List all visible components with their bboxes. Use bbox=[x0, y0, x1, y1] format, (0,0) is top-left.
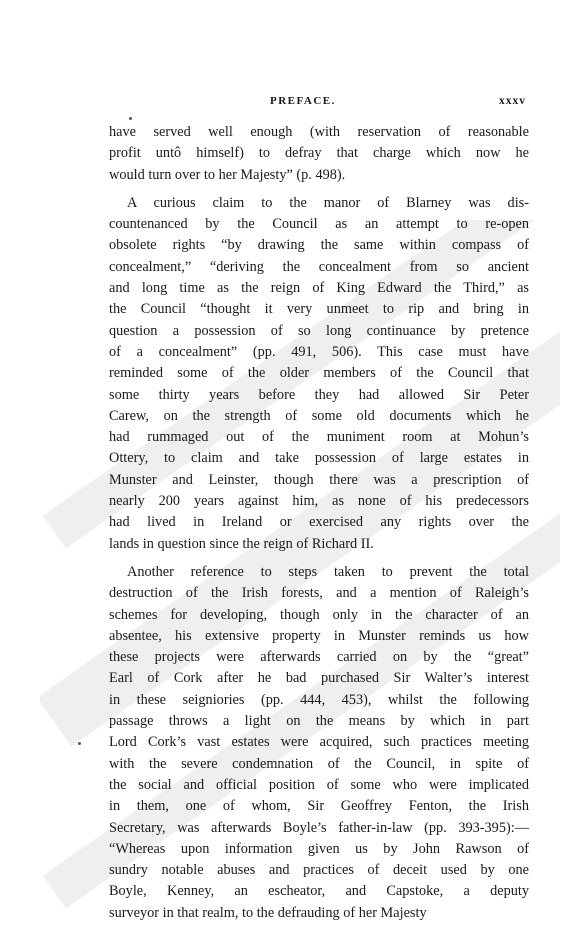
text-line: the social and official position of some who were implicated bbox=[109, 776, 529, 793]
text-line: “Whereas upon information given us by John Rawson of bbox=[109, 840, 529, 857]
text-line: Ottery, to claim and take possession of large estates in bbox=[109, 450, 529, 467]
text-line: Secretary, was afterwards Boyle’s father-in-law (pp. 393-395):— bbox=[109, 819, 529, 836]
text-line: Munster and Leinster, though there was a prescription of bbox=[109, 471, 529, 488]
text-line: had lived in Ireland or exercised any rights over the bbox=[109, 514, 529, 531]
text-line: A curious claim to the manor of Blarney was dis- bbox=[127, 194, 529, 211]
text-line: with the severe condemnation of the Council, in spite of bbox=[109, 755, 529, 772]
stray-mark bbox=[129, 117, 132, 120]
page-header bbox=[108, 95, 526, 115]
stray-mark bbox=[78, 742, 81, 745]
text-line: profit untô himself) to defray that charge which now he bbox=[109, 145, 529, 162]
text-line: destruction of the Irish forests, and a mention of Raleigh’s bbox=[109, 585, 529, 602]
text-line: in them, one of whom, Sir Geoffrey Fenton, the Irish bbox=[109, 798, 529, 815]
text-line: in these seigniories (pp. 444, 453), whilst the following bbox=[109, 691, 529, 708]
text-line: schemes for developing, though only in the character of an bbox=[109, 606, 529, 623]
text-line: some thirty years before they had allowed Sir Peter bbox=[109, 386, 529, 403]
text-line: passage throws a light on the means by which in part bbox=[109, 713, 529, 730]
text-line: reminded some of the older members of the Council that bbox=[109, 365, 529, 382]
text-line: Lord Cork’s vast estates were acquired, such practices meeting bbox=[109, 734, 529, 751]
text-line: these projects were afterwards carried on by the “great” bbox=[109, 649, 529, 666]
body-text bbox=[109, 122, 529, 931]
text-line: nearly 200 years against him, as none of his predecessors bbox=[109, 493, 529, 510]
text-line: of a concealment” (pp. 491, 506). This case must have bbox=[109, 343, 529, 360]
text-line: Another reference to steps taken to prevent the total bbox=[127, 563, 529, 580]
text-line: question a possession of so long continuance by pretence bbox=[109, 322, 529, 339]
text-line: surveyor in that realm, to the defrauding of her Majesty bbox=[109, 904, 427, 921]
text-line: have served well enough (with reservation of reasonable bbox=[109, 124, 529, 140]
text-line: the Council “thought it very unmeet to rip and bring in bbox=[109, 301, 529, 318]
text-line: had rummaged out of the muniment room at Mohun’s bbox=[109, 429, 529, 446]
paragraph bbox=[109, 193, 529, 555]
text-line: would turn over to her Majesty” (p. 498). bbox=[109, 166, 346, 183]
text-line: absentee, his extensive property in Munster reminds us how bbox=[109, 627, 529, 644]
page-number: xxxv bbox=[499, 95, 526, 107]
text-line: Earl of Cork after he bad purchased Sir Walter’s interest bbox=[109, 670, 529, 687]
text-line: obsolete rights “by drawing the same within compass of bbox=[109, 237, 529, 254]
text-line: sundry notable abuses and practices of deceit used by one bbox=[109, 862, 529, 879]
paragraph bbox=[109, 562, 529, 924]
paragraph bbox=[109, 122, 529, 186]
text-line: Carew, on the strength of some old documents which he bbox=[109, 407, 529, 424]
text-line: Boyle, Kenney, an escheator, and Capstoke, a deputy bbox=[109, 883, 529, 900]
text-line: countenanced by the Council as an attempt to re-open bbox=[109, 216, 529, 233]
text-line: concealment,” “deriving the concealment from so ancient bbox=[109, 258, 529, 275]
running-title: PREFACE. bbox=[270, 95, 336, 107]
text-line: and long time as the reign of King Edward the Third,” as bbox=[109, 280, 529, 297]
text-line: lands in question since the reign of Richard II. bbox=[109, 535, 374, 552]
